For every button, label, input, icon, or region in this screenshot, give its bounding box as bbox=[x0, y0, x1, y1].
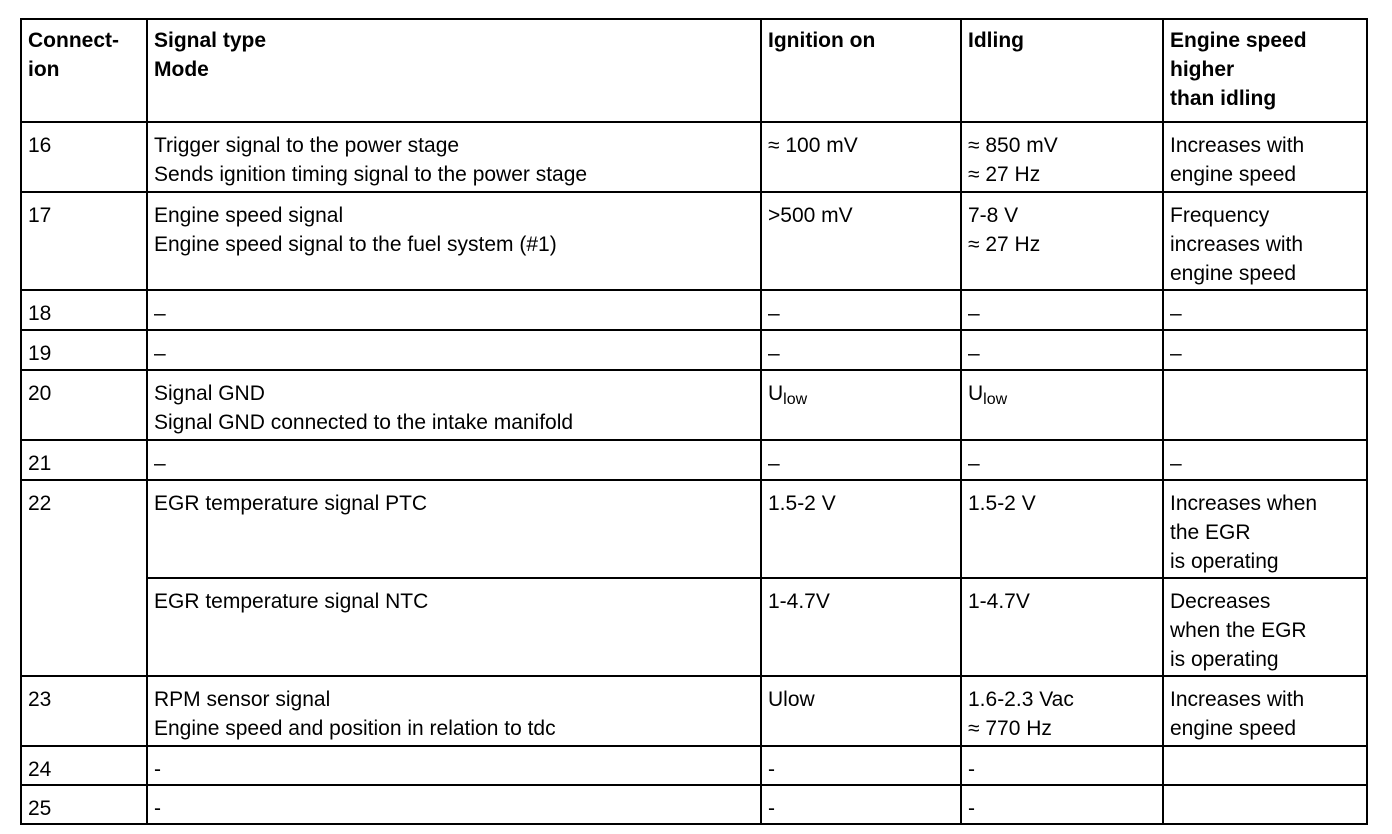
signal-cell: – bbox=[147, 330, 761, 370]
connection-cell: 23 bbox=[21, 676, 147, 746]
connection-cell: 22 bbox=[21, 480, 147, 676]
signal-cell: EGR temperature signal PTC bbox=[147, 480, 761, 578]
connection-cell: 21 bbox=[21, 440, 147, 480]
connector-pinout-table bbox=[20, 18, 1368, 825]
higher-cell: – bbox=[1163, 330, 1367, 370]
table-row bbox=[21, 290, 1367, 330]
signal-cell: - bbox=[147, 785, 761, 824]
ignition-cell: Ulow bbox=[761, 676, 961, 746]
higher-cell: Increases when the EGR is operating bbox=[1163, 480, 1367, 578]
table-row bbox=[21, 578, 1367, 676]
header-ignition-on: Ignition on bbox=[761, 19, 961, 122]
header-row bbox=[21, 19, 1367, 122]
ignition-cell: – bbox=[761, 290, 961, 330]
idling-cell: 1.5-2 V bbox=[961, 480, 1163, 578]
header-idling: Idling bbox=[961, 19, 1163, 122]
signal-cell: – bbox=[147, 440, 761, 480]
table-row bbox=[21, 746, 1367, 785]
header-signal-type: Signal type Mode bbox=[147, 19, 761, 122]
connection-cell: 24 bbox=[21, 746, 147, 785]
idling-cell: 1.6-2.3 Vac ≈ 770 Hz bbox=[961, 676, 1163, 746]
higher-cell: Frequency increases with engine speed bbox=[1163, 192, 1367, 290]
signal-cell: Signal GND Signal GND connected to the intake manifold bbox=[147, 370, 761, 440]
idling-cell: - bbox=[961, 746, 1163, 785]
idling-cell: 7-8 V ≈ 27 Hz bbox=[961, 192, 1163, 290]
higher-cell bbox=[1163, 785, 1367, 824]
ignition-cell: 1.5-2 V bbox=[761, 480, 961, 578]
ignition-cell: – bbox=[761, 440, 961, 480]
connection-cell: 20 bbox=[21, 370, 147, 440]
ignition-cell: 1-4.7V bbox=[761, 578, 961, 676]
idling-cell: – bbox=[961, 290, 1163, 330]
header-connection: Connect- ion bbox=[21, 19, 147, 122]
ignition-cell: $U_{low}$ bbox=[761, 370, 961, 440]
connection-cell: 25 bbox=[21, 785, 147, 824]
signal-cell: Trigger signal to the power stage Sends ignition timing signal to the power stage bbox=[147, 122, 761, 192]
ignition-cell: - bbox=[761, 785, 961, 824]
table-row bbox=[21, 676, 1367, 746]
table-row bbox=[21, 330, 1367, 370]
table-row bbox=[21, 440, 1367, 480]
higher-cell: – bbox=[1163, 290, 1367, 330]
table-row bbox=[21, 370, 1367, 440]
higher-cell bbox=[1163, 746, 1367, 785]
table-row bbox=[21, 122, 1367, 192]
table-row bbox=[21, 480, 1367, 578]
idling-cell: 1-4.7V bbox=[961, 578, 1163, 676]
higher-cell: Decreases when the EGR is operating bbox=[1163, 578, 1367, 676]
idling-cell: - bbox=[961, 785, 1163, 824]
idling-cell: $U_{low}$ bbox=[961, 370, 1163, 440]
connection-cell: 17 bbox=[21, 192, 147, 290]
idling-cell: – bbox=[961, 330, 1163, 370]
higher-cell: – bbox=[1163, 440, 1367, 480]
signal-cell: – bbox=[147, 290, 761, 330]
signal-cell: EGR temperature signal NTC bbox=[147, 578, 761, 676]
header-engine-speed-higher: Engine speed higher than idling bbox=[1163, 19, 1367, 122]
signal-cell: RPM sensor signal Engine speed and position in relation to tdc bbox=[147, 676, 761, 746]
table-row bbox=[21, 785, 1367, 824]
connection-cell: 19 bbox=[21, 330, 147, 370]
connection-cell: 18 bbox=[21, 290, 147, 330]
ignition-cell: >500 mV bbox=[761, 192, 961, 290]
higher-cell bbox=[1163, 370, 1367, 440]
ignition-cell: – bbox=[761, 330, 961, 370]
ignition-cell: - bbox=[761, 746, 961, 785]
idling-cell: – bbox=[961, 440, 1163, 480]
idling-cell: ≈ 850 mV ≈ 27 Hz bbox=[961, 122, 1163, 192]
signal-cell: Engine speed signal Engine speed signal to the fuel system (#1) bbox=[147, 192, 761, 290]
connection-cell: 16 bbox=[21, 122, 147, 192]
table-row bbox=[21, 192, 1367, 290]
ignition-cell: ≈ 100 mV bbox=[761, 122, 961, 192]
higher-cell: Increases with engine speed bbox=[1163, 676, 1367, 746]
signal-cell: - bbox=[147, 746, 761, 785]
higher-cell: Increases with engine speed bbox=[1163, 122, 1367, 192]
